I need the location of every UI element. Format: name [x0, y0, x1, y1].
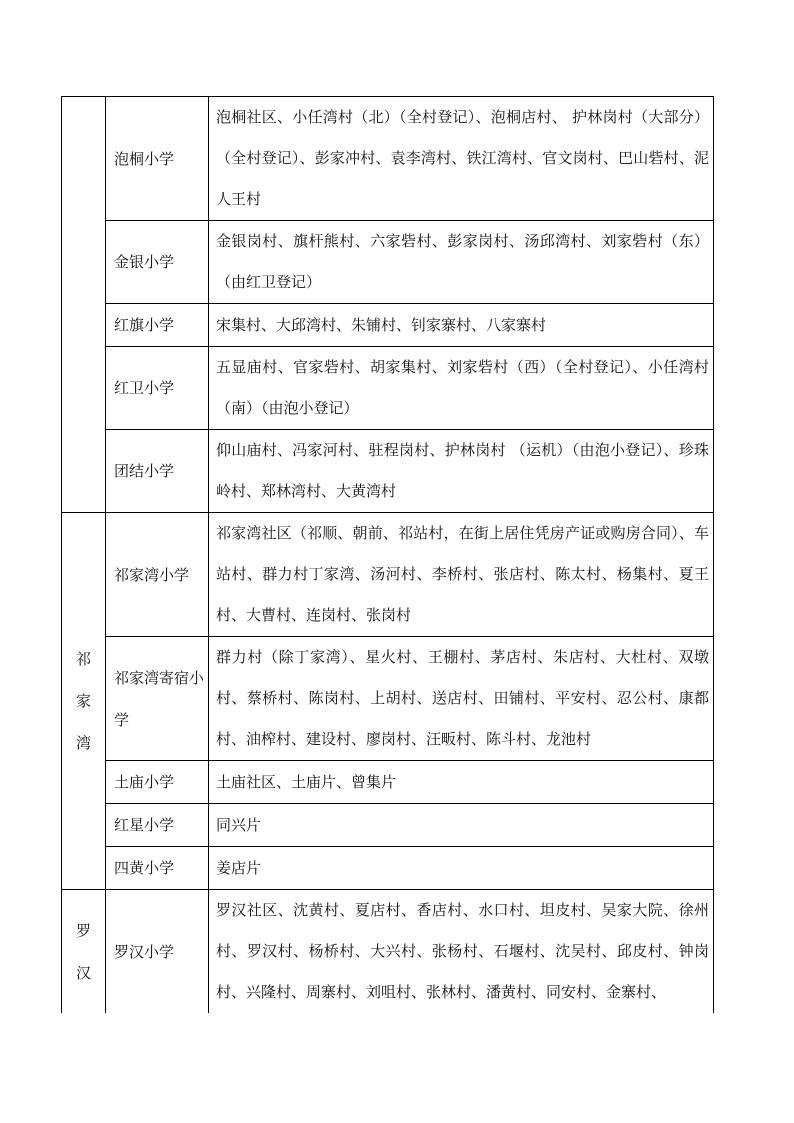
town-char: 罗: [75, 921, 91, 940]
table-row: [62, 890, 714, 1014]
table-row: [62, 347, 714, 430]
table-row: [62, 847, 714, 890]
village-list: 群力村（除丁家湾）、星火村、王棚村、茅店村、朱店村、大杜村、双墩村、蔡桥村、陈岗村、上胡村、送店村、田铺村、平安村、忍公村、康都村、油榨村、建设村、廖岗村、汪畈村、陈斗村、龙池村: [209, 637, 714, 761]
table-row: [62, 637, 714, 761]
table-row: [62, 97, 714, 221]
school-name: 土庙小学: [106, 761, 209, 804]
town-char: 祁: [75, 650, 91, 668]
village-list: 泡桐社区、小任湾村（北）（全村登记）、泡桐店村、 护林岗村（大部分）（全村登记）、彭家冲村、袁李湾村、铁江湾村、官文岗村、巴山砦村、泥人王村: [209, 97, 714, 221]
school-name: 泡桐小学: [106, 97, 209, 221]
town-cell-qijiawan: [62, 513, 106, 890]
village-list: 仰山庙村、冯家河村、驻程岗村、护林岗村 （运机）（由泡小登记）、珍珠岭村、郑林湾村、大黄湾村: [209, 430, 714, 513]
town-char: 家: [75, 692, 91, 710]
table-row: [62, 804, 714, 847]
table-row: [62, 430, 714, 513]
village-list: 同兴片: [209, 804, 714, 847]
village-list: 五显庙村、官家砦村、胡家集村、刘家砦村（西）（全村登记）、小任湾村（南）（由泡小登记）: [209, 347, 714, 430]
table-row: [62, 513, 714, 637]
town-char: 湾: [75, 734, 91, 752]
village-list: 宋集村、大邱湾村、朱铺村、钊家寨村、八家寨村: [209, 304, 714, 347]
village-list: 金银岗村、旗杆熊村、六家砦村、彭家岗村、汤邱湾村、刘家砦村（东）（由红卫登记）: [209, 221, 714, 304]
school-name: 罗汉小学: [106, 890, 209, 1014]
school-name: 红星小学: [106, 804, 209, 847]
town-cell-paotong: [62, 97, 106, 513]
school-name: 团结小学: [106, 430, 209, 513]
town-cell-luohan: [62, 890, 106, 1014]
village-list: 罗汉社区、沈黄村、夏店村、香店村、水口村、坦皮村、吴家大院、徐州村、罗汉村、杨桥村、大兴村、张杨村、石堰村、沈吴村、邱皮村、钟岗村、兴隆村、周寨村、刘咀村、张林村、潘黄村、同安村、金寨村、: [209, 890, 714, 1014]
town-char: 汉: [75, 963, 91, 982]
school-name: 红旗小学: [106, 304, 209, 347]
school-name: 四黄小学: [106, 847, 209, 890]
village-list: 祁家湾社区（祁顺、朝前、祁站村，在街上居住凭房产证或购房合同）、车站村、群力村丁家湾、汤河村、李桥村、张店村、陈太村、杨集村、夏王村、大曹村、连岗村、张岗村: [209, 513, 714, 637]
school-name: 祁家湾小学: [106, 513, 209, 637]
school-name: 祁家湾寄宿小学: [106, 637, 209, 761]
table-row: [62, 761, 714, 804]
table-row: [62, 221, 714, 304]
school-district-table: [61, 96, 714, 1013]
table-row: [62, 304, 714, 347]
school-name: 金银小学: [106, 221, 209, 304]
village-list: 姜店片: [209, 847, 714, 890]
village-list: 土庙社区、土庙片、曾集片: [209, 761, 714, 804]
school-name: 红卫小学: [106, 347, 209, 430]
